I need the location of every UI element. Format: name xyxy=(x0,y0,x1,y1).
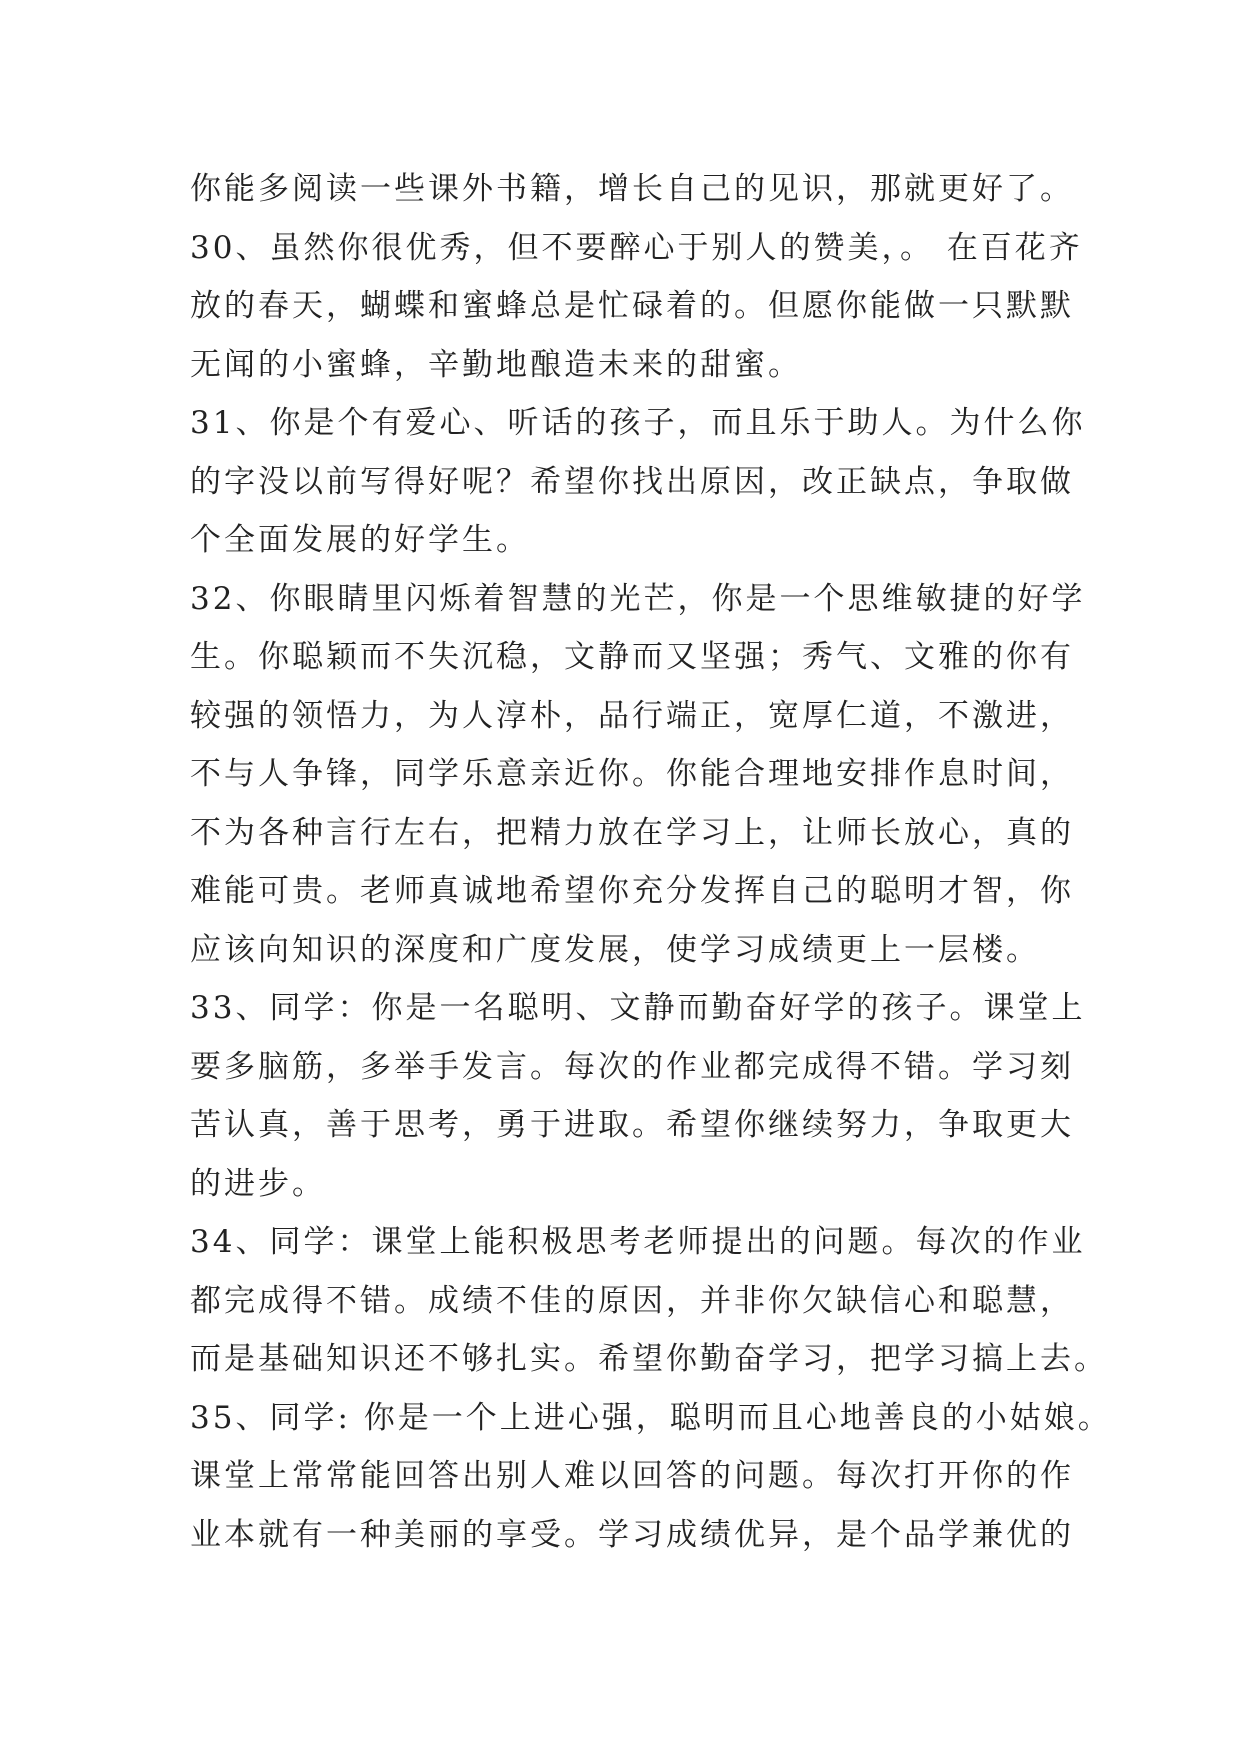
text-line: 业本就有一种美丽的享受。学习成绩优异，是个品学兼优的 xyxy=(190,1516,1074,1553)
text-line: 的进步。 xyxy=(190,1165,326,1202)
text-line: 不与人争锋，同学乐意亲近你。你能合理地安排作息时间， xyxy=(190,756,1074,792)
text-line: 应该向知识的深度和广度发展，使学习成绩更上一层楼。 xyxy=(190,931,1040,968)
text-line: 而是基础知识还不够扎实。希望你勤奋学习，把学习搞上去。 xyxy=(190,1341,1108,1377)
text-line: 要多脑筋，多举手发言。每次的作业都完成得不错。学习刻 xyxy=(190,1048,1074,1085)
text-line: 你能多阅读一些课外书籍，增长自己的见识，那就更好了。 xyxy=(190,171,1074,207)
text-line: 苦认真，善于思考，勇于进取。希望你继续努力，争取更大 xyxy=(190,1107,1074,1143)
text-line: 难能可贵。老师真诚地希望你充分发挥自己的聪明才智，你 xyxy=(190,873,1074,909)
document-body xyxy=(190,160,1112,1564)
text-line: 较强的领悟力，为人淳朴，品行端正，宽厚仁道，不激进， xyxy=(190,697,1074,734)
text-line: 32、你眼睛里闪烁着智慧的光芒，你是一个思维敏捷的好学 xyxy=(190,580,1086,617)
text-line: 的字没以前写得好呢？希望你找出原因，改正缺点，争取做 xyxy=(190,463,1074,500)
text-line: 33、同学：你是一名聪明、文静而勤奋好学的孩子。课堂上 xyxy=(190,990,1086,1026)
text-line: 课堂上常常能回答出别人难以回答的问题。每次打开你的作 xyxy=(190,1458,1074,1494)
text-line: 不为各种言行左右，把精力放在学习上，让师长放心，真的 xyxy=(190,814,1074,851)
text-line: 35、同学: 你是一个上进心强，聪明而且心地善良的小姑娘。 xyxy=(190,1399,1112,1436)
text-line: 34、同学：课堂上能积极思考老师提出的问题。每次的作业 xyxy=(190,1224,1086,1260)
text-line: 31、你是个有爱心、听话的孩子，而且乐于助人。为什么你 xyxy=(190,405,1086,441)
text-line: 生。你聪颖而不失沉稳，文静而又坚强；秀气、文雅的你有 xyxy=(190,639,1074,675)
text-line: 个全面发展的好学生。 xyxy=(190,522,530,558)
text-line: 30、虽然你很优秀，但不要醉心于别人的赞美，。 在百花齐 xyxy=(190,229,1083,266)
text-line: 无闻的小蜜蜂，辛勤地酿造未来的甜蜜。 xyxy=(190,346,802,383)
text-line: 都完成得不错。成绩不佳的原因，并非你欠缺信心和聪慧， xyxy=(190,1282,1074,1319)
text-line: 放的春天，蝴蝶和蜜蜂总是忙碌着的。但愿你能做一只默默 xyxy=(190,288,1074,324)
